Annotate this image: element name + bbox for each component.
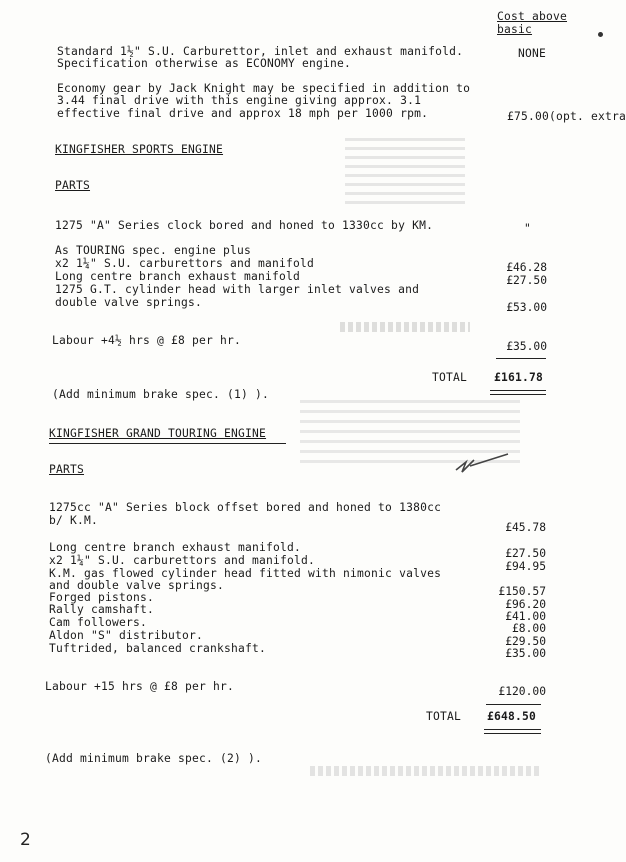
grand-item-price: £35.00 [505,647,546,660]
grand-subtotal-rule [486,704,541,705]
carburettor-line-2: Specification otherwise as ECONOMY engine. [57,57,352,70]
sports-engine-title: KINGFISHER SPORTS ENGINE [55,143,224,156]
economy-gear-line-2: 3.44 final drive with this engine giving approx. 3.1 [57,94,422,107]
grand-item: and double valve springs. [49,579,225,592]
grand-touring-title: KINGFISHER GRAND TOURING ENGINE [49,427,267,440]
grand-total-value: £648.50 [487,710,537,723]
grand-item-price: £8.00 [511,622,546,635]
grand-block-line-1: 1275cc "A" Series block offset bored and honed to 1380cc [49,501,442,514]
sports-block-line: 1275 "A" Series clock bored and honed to 1330cc by KM. [55,219,434,232]
grand-item-price: £29.50 [505,635,546,648]
sports-total-rule-1 [490,390,546,391]
sports-labour-price: £35.00 [506,340,547,353]
sports-total-rule-2 [490,394,546,395]
carburettor-cost: NONE [518,47,547,60]
grand-item-price: £27.50 [505,547,546,560]
basic-heading: basic [497,23,533,36]
grand-item: K.M. gas flowed cylinder head fitted with nimonic valves [49,567,442,580]
pen-scribble-mark [452,452,512,476]
grand-item: Rally camshaft. [49,603,155,616]
grand-labour-line: Labour +15 hrs @ £8 per hr. [45,680,235,693]
grand-parts-heading: PARTS [49,463,85,476]
economy-gear-line-3: effective final drive and approx 18 mph per 1000 rpm. [57,107,429,120]
grand-block-price: £45.78 [505,521,546,534]
grand-item: Aldon "S" distributor. [49,629,204,642]
page-number: 2 [20,830,31,850]
sports-total-label: TOTAL [432,371,468,384]
sports-parts-heading: PARTS [55,179,91,192]
grand-total-label: TOTAL [426,710,462,723]
sports-item-price: £27.50 [506,274,547,287]
sports-item: x2 1¼" S.U. carburettors and manifold [55,257,315,270]
sports-item-price: £46.28 [506,261,547,274]
sports-item: 1275 G.T. cylinder head with larger inlet valves and [55,283,420,296]
grand-item: x2 1¼" S.U. carburettors and manifold. [49,554,316,567]
ink-spot [598,32,603,37]
sports-subtotal-rule [496,358,546,359]
grand-touring-title-rule [49,443,286,444]
cost-above-heading: Cost above [497,10,568,23]
grand-item-price: £150.57 [498,585,546,598]
grand-item: Forged pistons. [49,591,155,604]
sports-item: double valve springs. [55,296,203,309]
economy-gear-price: £75.00(opt. extra [507,110,626,123]
grand-item-price: £94.95 [505,560,546,573]
sports-spec-line: As TOURING spec. engine plus [55,244,252,257]
grand-total-rule-2 [484,733,541,734]
sports-labour-line: Labour +4½ hrs @ £8 per hr. [52,334,242,347]
bleed-through-smudge [345,138,465,208]
grand-item: Cam followers. [49,616,148,629]
grand-item-price: £96.20 [505,598,546,611]
grand-item: Long centre branch exhaust manifold. [49,541,302,554]
sports-item: Long centre branch exhaust manifold [55,270,301,283]
sports-block-mark: " [524,222,532,235]
bleed-through-smudge [340,322,470,332]
bleed-through-smudge [310,766,540,776]
grand-labour-price: £120.00 [498,685,546,698]
grand-brake-note: (Add minimum brake spec. (2) ). [45,752,263,765]
grand-block-line-2: b/ K.M. [49,514,99,527]
grand-item-price: £41.00 [505,610,546,623]
grand-total-rule-1 [484,729,541,730]
sports-brake-note: (Add minimum brake spec. (1) ). [52,388,270,401]
carburettor-line-1: Standard 1½" S.U. Carburettor, inlet and exhaust manifold. [57,45,464,58]
economy-gear-line-1: Economy gear by Jack Knight may be specified in addition to [57,82,471,95]
grand-item: Tuftrided, balanced crankshaft. [49,642,267,655]
sports-total-value: £161.78 [494,371,544,384]
sports-item-price: £53.00 [506,301,547,314]
